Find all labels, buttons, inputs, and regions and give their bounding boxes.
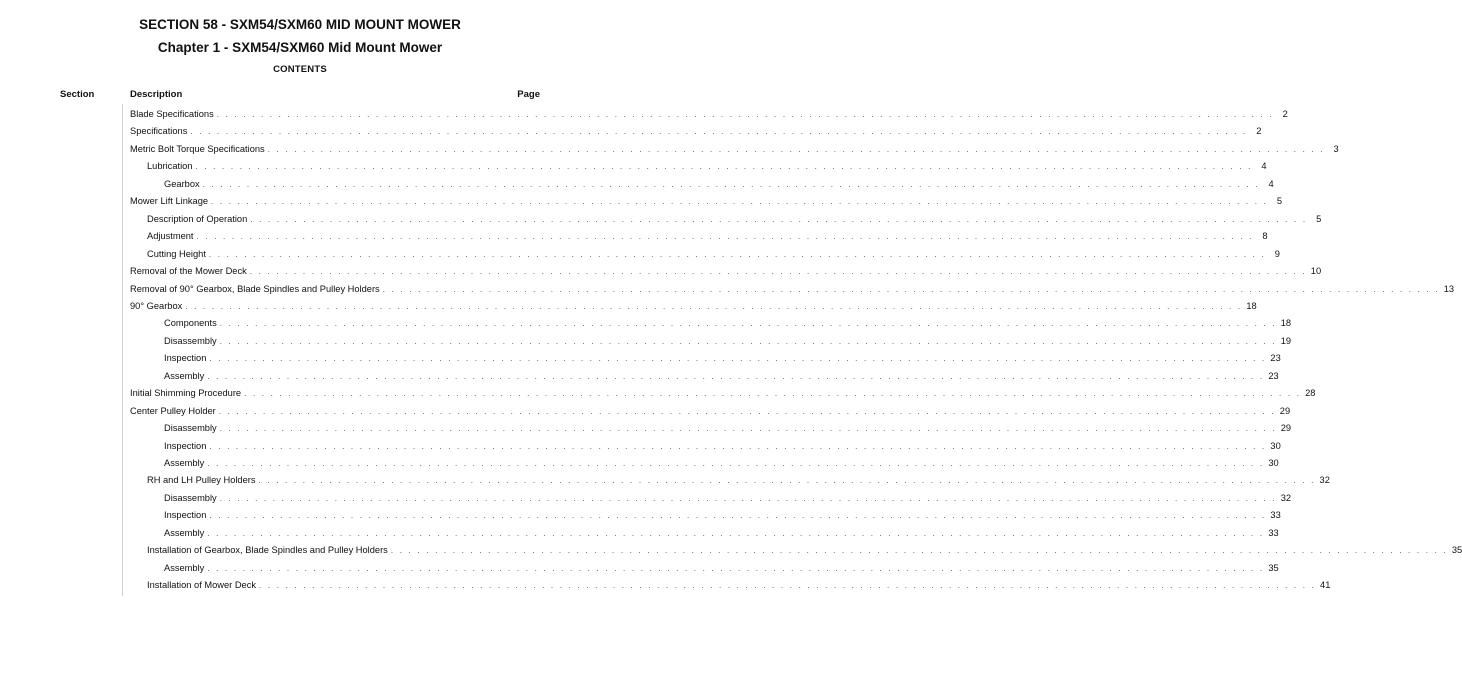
toc-entry-page: 19 [1280,335,1292,346]
toc-entry-page: 18 [1246,300,1257,311]
toc-entry-page: 4 [1268,178,1274,189]
toc-leader-dots: . . . . . . . . . . . . . . . . . . . . . . . . . . . . . . . . . . . . . . . . . . . . . . . . . . . . . . . . . . . . . . . . . . . . . . . . . . . . . . . . . . . . . . . . . . . . . . . . . . . . . . . . . . . . . . . . . . . . . . . . [211,197,1269,207]
toc-leader-dots: . . . . . . . . . . . . . . . . . . . . . . . . . . . . . . . . . . . . . . . . . . . . . . . . . . . . . . . . . . . . . . . . . . . . . . . . . . . . . . . . . . . . . . . . . . . . . . . . . . . . . . . . . . . . . . . . . . . . . . . . [190,127,1248,137]
contents-heading: CONTENTS [273,64,327,75]
toc-entry-page: 33 [1268,527,1279,538]
toc-entry-label: RH and LH Pulley Holders [147,475,256,486]
toc-entry-label: Components [164,318,217,329]
toc-entry-label: Disassembly [164,423,217,434]
toc-entry[interactable] [164,490,1292,504]
toc-entry[interactable] [147,472,1330,486]
toc-entry[interactable] [130,385,1316,399]
toc-leader-dots: . . . . . . . . . . . . . . . . . . . . . . . . . . . . . . . . . . . . . . . . . . . . . . . . . . . . . . . . . . . . . . . . . . . . . . . . . . . . . . . . . . . . . . . . . . . . . . . . . . . . . . . . . . . . . . . . . . . . . . . . [195,162,1253,172]
toc-entry[interactable] [164,368,1279,382]
toc-leader-dots: . . . . . . . . . . . . . . . . . . . . . . . . . . . . . . . . . . . . . . . . . . . . . . . . . . . . . . . . . . . . . . . . . . . . . . . . . . . . . . . . . . . . . . . . . . . . . . . . . . . . . . . . . . . . . . . . . . . . . . . . [196,232,1254,242]
toc-leader-dots: . . . . . . . . . . . . . . . . . . . . . . . . . . . . . . . . . . . . . . . . . . . . . . . . . . . . . . . . . . . . . . . . . . . . . . . . . . . . . . . . . . . . . . . . . . . . . . . . . . . . . . . . . . . . . . . . . . . . . . . . [219,424,1277,434]
toc-entry[interactable] [164,525,1279,539]
toc-leader-dots: . . . . . . . . . . . . . . . . . . . . . . . . . . . . . . . . . . . . . . . . . . . . . . . . . . . . . . . . . . . . . . . . . . . . . . . . . . . . . . . . . . . . . . . . . . . . . . . . . . . . . . . . . . . . . . . . . . . . . . . . [244,389,1302,399]
chapter-title: Chapter 1 - SXM54/SXM60 Mid Mount Mower [157,40,443,55]
toc-leader-dots: . . . . . . . . . . . . . . . . . . . . . . . . . . . . . . . . . . . . . . . . . . . . . . . . . . . . . . . . . . . . . . . . . . . . . . . . . . . . . . . . . . . . . . . . . . . . . . . . . . . . . . . . . . . . . . . . . . . . . . . . [209,441,1267,451]
toc-entry[interactable] [164,350,1281,364]
toc-leader-dots: . . . . . . . . . . . . . . . . . . . . . . . . . . . . . . . . . . . . . . . . . . . . . . . . . . . . . . . . . . . . . . . . . . . . . . . . . . . . . . . . . . . . . . . . . . . . . . . . . . . . . . . . . . . . . . . . . . . . . . . . [207,528,1265,538]
toc-entry-page: 3 [1333,143,1339,154]
toc-entry-page: 30 [1268,458,1279,468]
toc-entry-page: 23 [1268,370,1279,381]
toc-entry[interactable] [164,507,1281,521]
toc-entry-label: Gearbox [164,178,200,189]
toc-entry-page: 2 [1282,109,1288,119]
toc-entry-page: 29 [1279,405,1291,416]
toc-entry[interactable] [147,246,1280,260]
toc-leader-dots: . . . . . . . . . . . . . . . . . . . . . . . . . . . . . . . . . . . . . . . . . . . . . . . . . . . . . . . . . . . . . . . . . . . . . . . . . . . . . . . . . . . . . . . . . . . . . . . . . . . . . . . . . . . . . . . . . . . . . . . . [208,249,1266,259]
toc-entry[interactable] [147,211,1322,225]
toc-entry-label: Disassembly [164,492,217,503]
toc-entry-label: Lubrication [147,161,193,172]
toc-entry-label: Assembly [164,527,205,538]
toc-leader-dots: . . . . . . . . . . . . . . . . . . . . . . . . . . . . . . . . . . . . . . . . . . . . . . . . . . . . . . . . . . . . . . . . . . . . . . . . . . . . . . . . . . . . . . . . . . . . . . . . . . . . . . . . . . . . . . . . . . . . . . . . [219,493,1277,503]
toc-leader-dots: . . . . . . . . . . . . . . . . . . . . . . . . . . . . . . . . . . . . . . . . . . . . . . . . . . . . . . . . . . . . . . . . . . . . . . . . . . . . . . . . . . . . . . . . . . . . . . . . . . . . . . . . . . . . . . . . . . . . . . . . [218,406,1276,416]
toc-entry-label: Inspection [164,353,207,364]
toc-entry-label: Center Pulley Holder [130,405,216,416]
toc-entry-label: Removal of the Mower Deck [130,266,247,277]
toc-entry[interactable] [130,298,1257,312]
toc-entry-page: 30 [1270,440,1281,451]
toc-entry-label: Specifications [130,126,188,137]
toc-entry-page: 10 [1310,266,1322,277]
toc-entry-label: Metric Bolt Torque Specifications [130,143,265,154]
toc-entry[interactable] [164,176,1274,190]
toc-entry[interactable] [147,158,1267,172]
toc-entry-page: 4 [1261,161,1267,172]
toc-entry-page: 35 [1451,545,1462,556]
toc-leader-dots: . . . . . . . . . . . . . . . . . . . . . . . . . . . . . . . . . . . . . . . . . . . . . . . . . . . . . . . . . . . . . . . . . . . . . . . . . . . . . . . . . . . . . . . . . . . . . . . . . . . . . . . . . . . . . . . . . . . . . . . . [209,354,1267,364]
toc-leader-dots: . . . . . . . . . . . . . . . . . . . . . . . . . . . . . . . . . . . . . . . . . . . . . . . . . . . . . . . . . . . . . . . . . . . . . . . . . . . . . . . . . . . . . . . . . . . . . . . . . . . . . . . . . . . . . . . . . . . . . . . . [249,267,1307,277]
toc-leader-dots: . . . . . . . . . . . . . . . . . . . . . . . . . . . . . . . . . . . . . . . . . . . . . . . . . . . . . . . . . . . . . . . . . . . . . . . . . . . . . . . . . . . . . . . . . . . . . . . . . . . . . . . . . . . . . . . . . . . . . . . . [207,371,1265,381]
column-header-section: Section [60,89,95,100]
toc-entry-page: 33 [1270,510,1281,521]
toc-entry-label: Assembly [164,458,205,468]
toc-leader-dots: . . . . . . . . . . . . . . . . . . . . . . . . . . . . . . . . . . . . . . . . . . . . . . . . . . . . . . . . . . . . . . . . . . . . . . . . . . . . . . . . . . . . . . . . . . . . . . . . . . . . . . . . . . . . . . . . . . . . . . . . [259,581,1317,591]
toc-entry[interactable] [130,123,1262,137]
toc-entry[interactable] [130,263,1322,277]
toc-entry[interactable] [164,420,1292,434]
toc-entry-page: 18 [1280,318,1292,329]
toc-entry-page: 5 [1276,196,1283,207]
toc-leader-dots: . . . . . . . . . . . . . . . . . . . . . . . . . . . . . . . . . . . . . . . . . . . . . . . . . . . . . . . . . . . . . . . . . . . . . . . . . . . . . . . . . . . . . . . . . . . . . . . . . . . . . . . . . . . . . . . . . . . . . . . . [219,319,1277,329]
toc-leader-dots: . . . . . . . . . . . . . . . . . . . . . . . . . . . . . . . . . . . . . . . . . . . . . . . . . . . . . . . . . . . . . . . . . . . . . . . . . . . . . . . . . . . . . . . . . . . . . . . . . . . . . . . . . . . . . . . . . . . . . . . . [390,546,1448,556]
toc-leader-dots: . . . . . . . . . . . . . . . . . . . . . . . . . . . . . . . . . . . . . . . . . . . . . . . . . . . . . . . . . . . . . . . . . . . . . . . . . . . . . . . . . . . . . . . . . . . . . . . . . . . . . . . . . . . . . . . . . . . . . . . . [207,459,1265,468]
toc-entry[interactable] [164,333,1292,347]
toc-entry-label: Removal of 90° Gearbox, Blade Spindles and Pulley Holders [130,283,380,294]
toc-leader-dots: . . . . . . . . . . . . . . . . . . . . . . . . . . . . . . . . . . . . . . . . . . . . . . . . . . . . . . . . . . . . . . . . . . . . . . . . . . . . . . . . . . . . . . . . . . . . . . . . . . . . . . . . . . . . . . . . . . . . . . . . [382,284,1440,294]
toc-entry[interactable] [164,315,1292,329]
toc-entry-label: Installation of Mower Deck [147,580,257,591]
toc-entry-label: Inspection [164,440,207,451]
toc-entry-page: 5 [1316,213,1322,224]
toc-entry-label: Disassembly [164,335,217,346]
toc-entry-label: Assembly [164,370,205,381]
toc-entry[interactable] [147,228,1268,242]
toc-entry[interactable] [147,577,1331,591]
toc-entry[interactable] [164,438,1281,452]
toc-entry-label: Assembly [164,562,205,573]
toc-entry-label: Installation of Gearbox, Blade Spindles and Pulley Holders [147,545,388,556]
section-title: SECTION 58 - SXM54/SXM60 MID MOUNT MOWER [139,17,461,32]
toc-leader-dots: . . . . . . . . . . . . . . . . . . . . . . . . . . . . . . . . . . . . . . . . . . . . . . . . . . . . . . . . . . . . . . . . . . . . . . . . . . . . . . . . . . . . . . . . . . . . . . . . . . . . . . . . . . . . . . . . . . . . . . . . [250,214,1308,224]
toc-entry-page: 2 [1256,126,1262,137]
toc-entry[interactable] [164,560,1279,574]
toc-entry-label: Mower Lift Linkage [130,196,209,207]
toc-entry[interactable] [164,455,1279,469]
toc-entry[interactable] [130,281,1455,295]
toc-entry-page: 32 [1280,492,1292,503]
toc-entry-page: 23 [1270,353,1281,364]
toc-entry-label: Cutting Height [147,248,206,259]
toc-entry[interactable] [130,106,1288,120]
toc-leader-dots: . . . . . . . . . . . . . . . . . . . . . . . . . . . . . . . . . . . . . . . . . . . . . . . . . . . . . . . . . . . . . . . . . . . . . . . . . . . . . . . . . . . . . . . . . . . . . . . . . . . . . . . . . . . . . . . . . . . . . . . . [185,301,1243,311]
toc-entry-page: 28 [1305,388,1316,399]
column-header-page: Page [517,89,540,100]
toc-entry-label: Blade Specifications [130,109,214,119]
toc-entry-page: 9 [1274,248,1280,259]
toc-entry-label: Adjustment [147,231,194,242]
column-header-description: Description [130,89,183,100]
toc-leader-dots: . . . . . . . . . . . . . . . . . . . . . . . . . . . . . . . . . . . . . . . . . . . . . . . . . . . . . . . . . . . . . . . . . . . . . . . . . . . . . . . . . . . . . . . . . . . . . . . . . . . . . . . . . . . . . . . . . . . . . . . . [267,144,1325,154]
toc-entry[interactable] [130,193,1283,207]
toc-entry[interactable] [130,403,1291,417]
toc-entry-label: Initial Shimming Procedure [130,388,242,399]
toc-entry[interactable] [130,141,1339,155]
toc-entry-page: 35 [1268,562,1279,573]
toc-leader-dots: . . . . . . . . . . . . . . . . . . . . . . . . . . . . . . . . . . . . . . . . . . . . . . . . . . . . . . . . . . . . . . . . . . . . . . . . . . . . . . . . . . . . . . . . . . . . . . . . . . . . . . . . . . . . . . . . . . . . . . . . [216,110,1274,119]
toc-leader-dots: . . . . . . . . . . . . . . . . . . . . . . . . . . . . . . . . . . . . . . . . . . . . . . . . . . . . . . . . . . . . . . . . . . . . . . . . . . . . . . . . . . . . . . . . . . . . . . . . . . . . . . . . . . . . . . . . . . . . . . . . [207,563,1265,573]
toc-entry[interactable] [147,542,1462,556]
toc-entry-page: 41 [1320,580,1331,591]
toc-entry-label: 90° Gearbox [130,300,183,311]
toc-entry-page: 13 [1443,283,1455,294]
toc-leader-dots: . . . . . . . . . . . . . . . . . . . . . . . . . . . . . . . . . . . . . . . . . . . . . . . . . . . . . . . . . . . . . . . . . . . . . . . . . . . . . . . . . . . . . . . . . . . . . . . . . . . . . . . . . . . . . . . . . . . . . . . . [258,476,1316,486]
toc-entry-label: Inspection [164,510,207,521]
toc-entry-page: 29 [1280,423,1292,434]
toc-entry-page: 32 [1319,475,1330,486]
column-divider [122,104,123,596]
toc-entry-label: Description of Operation [147,213,248,224]
toc-leader-dots: . . . . . . . . . . . . . . . . . . . . . . . . . . . . . . . . . . . . . . . . . . . . . . . . . . . . . . . . . . . . . . . . . . . . . . . . . . . . . . . . . . . . . . . . . . . . . . . . . . . . . . . . . . . . . . . . . . . . . . . . [202,179,1260,189]
toc-leader-dots: . . . . . . . . . . . . . . . . . . . . . . . . . . . . . . . . . . . . . . . . . . . . . . . . . . . . . . . . . . . . . . . . . . . . . . . . . . . . . . . . . . . . . . . . . . . . . . . . . . . . . . . . . . . . . . . . . . . . . . . . [209,511,1267,521]
toc-entry-page: 8 [1262,231,1268,242]
toc-leader-dots: . . . . . . . . . . . . . . . . . . . . . . . . . . . . . . . . . . . . . . . . . . . . . . . . . . . . . . . . . . . . . . . . . . . . . . . . . . . . . . . . . . . . . . . . . . . . . . . . . . . . . . . . . . . . . . . . . . . . . . . . [219,336,1277,346]
